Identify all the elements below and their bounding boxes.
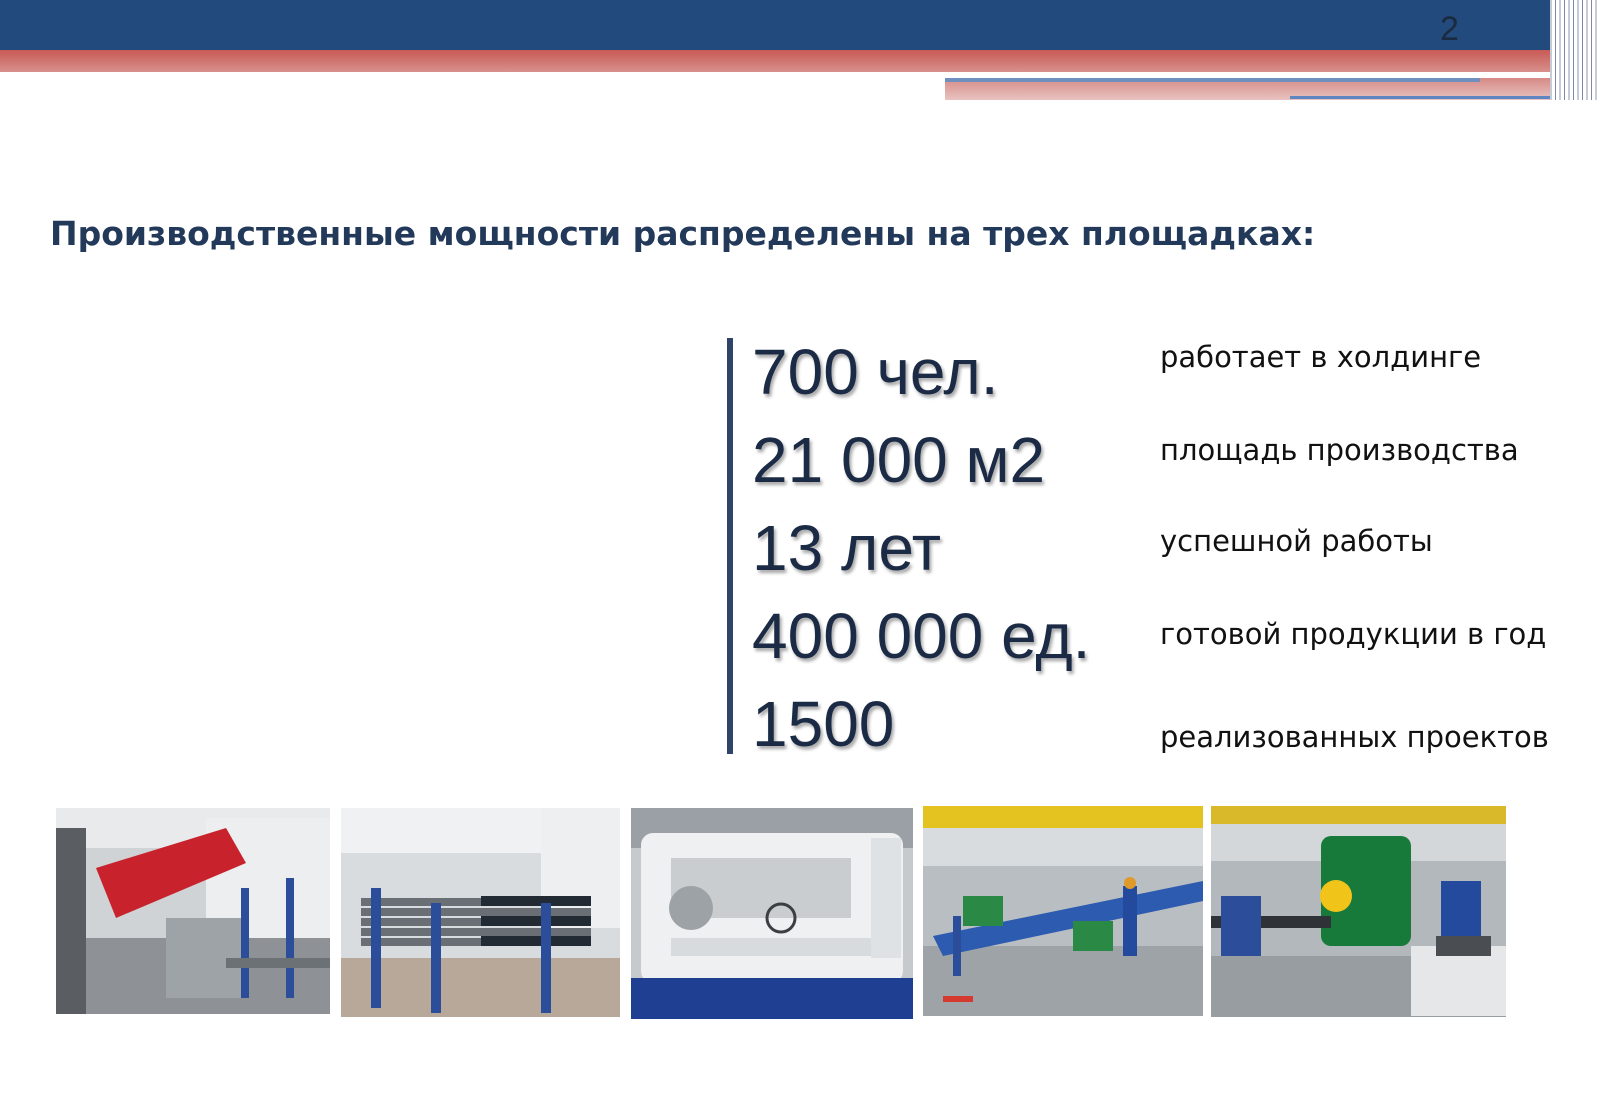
stat-value-output: 400 000 ед. [752, 600, 1091, 672]
stats-divider [727, 338, 733, 754]
band-saw-photo [56, 808, 330, 1014]
stat-label-employees: работает в холдинге [1160, 340, 1482, 374]
pipe-stacks-photo [341, 808, 620, 1017]
stat-value-employees: 700 чел. [752, 336, 999, 408]
banner-accent-line-lower [1290, 96, 1570, 99]
stat-label-years: успешной работы [1160, 524, 1433, 558]
slide-title: Производственные мощности распределены на трех площадках: [50, 214, 1316, 253]
banner-accent-line [945, 78, 1480, 82]
stat-label-output: готовой продукции в год [1160, 617, 1547, 651]
top-banner [0, 0, 1600, 110]
stat-value-area: 21 000 м2 [752, 424, 1046, 496]
stat-label-area: площадь производства [1160, 433, 1519, 467]
stat-label-projects: реализованных проектов [1160, 720, 1549, 754]
banner-red-band [0, 50, 1600, 72]
banner-stripes [1550, 0, 1600, 100]
lathe-machine-photo [631, 808, 913, 1019]
production-line-photo [923, 806, 1203, 1016]
stat-value-years: 13 лет [752, 512, 942, 584]
banner-blue-band [0, 0, 1600, 50]
bending-machine-photo [1211, 806, 1506, 1017]
page-number: 2 [1440, 10, 1459, 48]
stat-value-projects: 1500 [752, 688, 895, 760]
